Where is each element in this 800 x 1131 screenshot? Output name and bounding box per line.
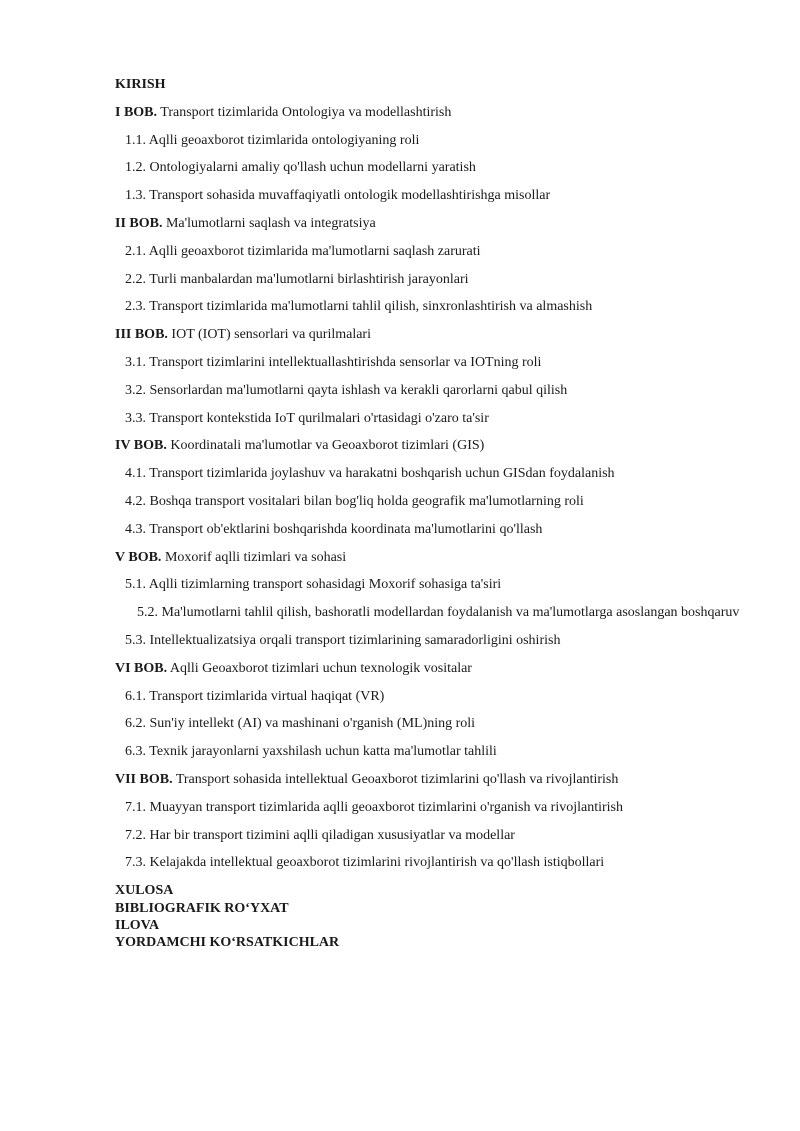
toc-item: 7.3. Kelajakda intellektual geoaxborot tizimlarini rivojlantirish va qo'llash istiqbollari xyxy=(125,855,605,871)
intro-heading: KIRISH xyxy=(115,77,166,92)
toc-item: 4.3. Transport ob'ektlarini boshqarishda koordinata ma'lumotlarini qo'llash xyxy=(125,521,543,537)
chapter-4-heading xyxy=(115,437,742,455)
chapter-number: I BOB. xyxy=(115,104,158,120)
chapter-title: Moxorif aqlli tizimlari va sohasi xyxy=(164,549,347,565)
toc-item: 3.1. Transport tizimlarini intellektuallashtirishda sensorlar va IOTning roli xyxy=(125,354,542,370)
toc-item: 1.2. Ontologiyalarni amaliy qo'llash uchun modellarni yaratish xyxy=(125,160,476,176)
toc-item: 2.3. Transport tizimlarida ma'lumotlarni tahlil qilish, sinxronlashtirish va almashish xyxy=(125,299,593,315)
chapter-title: IOT (IOT) sensorlari va qurilmalari xyxy=(171,327,371,343)
chapter-1-heading xyxy=(115,104,742,122)
chapter-number: III BOB. xyxy=(115,327,168,343)
chapter-number: IV BOB. xyxy=(115,438,167,454)
chapter-5-heading xyxy=(115,549,742,567)
closing-sections xyxy=(115,882,742,952)
toc-item: 4.1. Transport tizimlarida joylashuv va harakatni boshqarish uchun GISdan foydalanish xyxy=(125,466,615,482)
bibliography-heading: BIBLIOGRAFIK RO‘YXAT xyxy=(115,900,289,916)
toc-item: 3.2. Sensorlardan ma'lumotlarni qayta ishlash va kerakli qarorlarni qabul qilish xyxy=(125,382,568,398)
chapter-2-heading xyxy=(115,215,742,233)
index-heading: YORDAMCHI KO‘RSATKICHLAR xyxy=(115,935,340,951)
toc-item: 6.1. Transport tizimlarida virtual haqiqat (VR) xyxy=(125,688,385,704)
chapter-number: II BOB. xyxy=(115,215,163,231)
toc-item-wrapped: 5.2. Ma'lumotlarni tahlil qilish, bashoratli modellardan foydalanish va ma'lumotlarga asoslangan boshqaruv xyxy=(137,605,740,621)
toc-item: 5.1. Aqlli tizimlarning transport sohasidagi Moxorif sohasiga ta'siri xyxy=(125,577,502,593)
table-of-contents xyxy=(115,76,742,952)
chapter-title: Koordinatali ma'lumotlar va Geoaxborot tizimlari (GIS) xyxy=(170,438,485,454)
chapter-title: Ma'lumotlarni saqlash va integratsiya xyxy=(165,215,376,231)
toc-item: 1.3. Transport sohasida muvaffaqiyatli ontologik modellashtirishga misollar xyxy=(125,188,551,204)
toc-item: 2.1. Aqlli geoaxborot tizimlarida ma'lumotlarni saqlash zarurati xyxy=(125,243,481,259)
toc-item: 4.2. Boshqa transport vositalari bilan bog'liq holda geografik ma'lumotlarning roli xyxy=(125,493,584,509)
toc-item: 3.3. Transport kontekstida IoT qurilmalari o'rtasidagi o'zaro ta'sir xyxy=(125,410,489,426)
chapter-number: V BOB. xyxy=(115,549,162,565)
chapter-number: VI BOB. xyxy=(115,660,168,676)
chapter-title: Aqlli Geoaxborot tizimlari uchun texnologik vositalar xyxy=(169,660,472,676)
chapter-title: Transport tizimlarida Ontologiya va modellashtirish xyxy=(160,104,452,120)
chapter-number: VII BOB. xyxy=(115,771,173,787)
toc-item: 1.1. Aqlli geoaxborot tizimlarida ontologiyaning roli xyxy=(125,132,420,148)
conclusion-heading: XULOSA xyxy=(115,883,174,899)
chapter-6-heading xyxy=(115,660,742,678)
chapter-7-heading xyxy=(115,771,742,789)
toc-item: 6.3. Texnik jarayonlarni yaxshilash uchun katta ma'lumotlar tahlili xyxy=(125,744,497,760)
toc-item: 7.1. Muayyan transport tizimlarida aqlli geoaxborot tizimlarini o'rganish va rivojlantirish xyxy=(125,799,623,815)
chapter-3-heading xyxy=(115,326,742,344)
toc-item: 7.2. Har bir transport tizimini aqlli qiladigan xususiyatlar va modellar xyxy=(125,827,515,843)
toc-item: 5.3. Intellektualizatsiya orqali transport tizimlarining samaradorligini oshirish xyxy=(125,632,561,648)
toc-item: 2.2. Turli manbalardan ma'lumotlarni birlashtirish jarayonlari xyxy=(125,271,469,287)
chapter-title: Transport sohasida intellektual Geoaxborot tizimlarini qo'llash va rivojlantirish xyxy=(175,771,619,787)
toc-item: 6.2. Sun'iy intellekt (AI) va mashinani o'rganish (ML)ning roli xyxy=(125,716,476,732)
appendix-heading: ILOVA xyxy=(115,917,160,933)
